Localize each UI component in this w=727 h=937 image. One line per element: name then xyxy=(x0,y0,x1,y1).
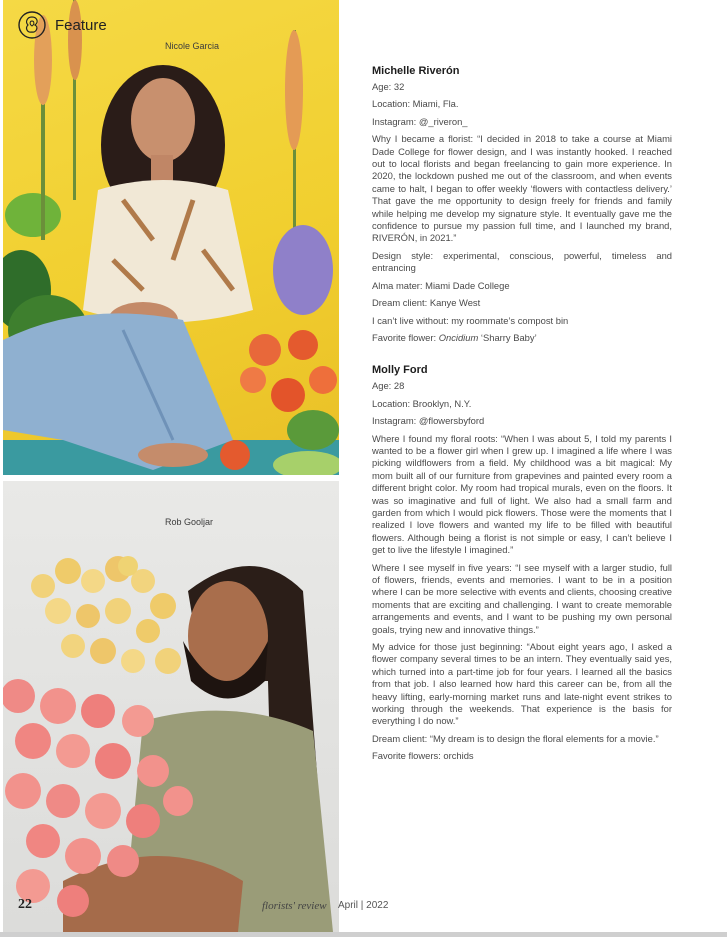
profile-dream-client: Dream client: “My dream is to design the floral elements for a movie.” xyxy=(372,732,659,744)
profile-spacer xyxy=(372,349,672,363)
favorite-flower-genus: Oncidium xyxy=(438,331,479,343)
bottom-divider xyxy=(0,932,727,937)
portrait-photo-michelle xyxy=(3,0,339,475)
profile-favorite-flower xyxy=(372,332,672,344)
portrait-illustration-2 xyxy=(3,481,339,932)
favorite-flower-suffix: ‘Sharry Baby’ xyxy=(478,331,537,343)
profile-design-style: Design style: experimental, conscious, powerful, timeless and entrancing xyxy=(372,249,672,274)
profile-cant-live: I can’t live without: my roommate’s compost bin xyxy=(372,314,569,326)
section-label: Feature xyxy=(55,16,107,34)
profiles-column xyxy=(372,64,672,768)
profile-molly xyxy=(372,363,672,762)
profile-location: Location: Brooklyn, N.Y. xyxy=(372,397,472,409)
portrait-photo-molly xyxy=(3,481,339,932)
profile-dream-client: Dream client: Kanye West xyxy=(372,297,481,309)
profile-advice: My advice for those just beginning: “About eight years ago, I asked a flower company several times to be an intern. They eventually said yes, which turned into a part-time job for four years. I learned all the basics from that job. I also learned how hard this career can be, from all the heavy lifting, early-morning market runs and late-night event strikes to working through the weekends. That experience is the basis for everything I do now.” xyxy=(372,641,672,727)
profile-location: Location: Miami, Fla. xyxy=(372,98,459,110)
profile-michelle xyxy=(372,64,672,344)
photo-credit-2: Rob Gooljar xyxy=(165,517,214,527)
profile-alma-mater: Alma mater: Miami Dade College xyxy=(372,279,510,291)
profile-name: Michelle Riverón xyxy=(372,65,460,77)
profile-instagram: Instagram: @_riveron_ xyxy=(372,115,468,127)
section-header xyxy=(17,10,107,40)
profile-instagram: Instagram: @flowersbyford xyxy=(372,415,485,427)
page-number: 22 xyxy=(18,897,32,912)
page-footer xyxy=(0,895,727,919)
profile-why-florist: Why I became a florist: “I decided in 2018 to take a course at Miami Dade College for flower design, and I was instantly hooked. I reached out to local florists and began freelancing to gain more experience. In 2020, the lockdown pushed me out of the classroom, and when events came to halt, I began to offer weekly ‘flowers with contactless delivery.’ That gave the me opportunity to design freely for friends and family while helping me develop my signature style. It eventually gave me the confidence to pursue my passion full time, and I launched my brand, RIVERÓN, in 2021.” xyxy=(372,133,672,244)
profile-age: Age: 32 xyxy=(372,81,405,92)
magazine-name: florists' review xyxy=(262,900,327,912)
profile-name: Molly Ford xyxy=(372,364,428,377)
favorite-flower-prefix: Favorite flower: xyxy=(372,331,439,343)
issue-date: April | 2022 xyxy=(338,900,389,911)
portrait-illustration xyxy=(3,0,339,475)
profile-age: Age: 28 xyxy=(372,380,405,392)
profile-floral-roots: Where I found my floral roots: “When I was about 5, I told my parents I wanted to be a flower girl when I grew up. I imagined a life where I was picking wildflowers from a field. My childhood was a bit magical: My mom built all of our furniture from grapevines and painted every room a different bright color. My room had tropical murals, even on the floors. It was so imaginative and full of light. We also had a small farm and garden from which I would pick flowers. Those were the moments that I realized I love flowers and wanted my life to be filled with beautiful flowers. Although being a florist is not simple or easy, I can’t believe I get to live the lifestyle I imagined.” xyxy=(372,432,672,556)
photo-credit-1: Nicole Garcia xyxy=(165,41,220,51)
profile-favorite-flowers: Favorite flowers: orchids xyxy=(372,750,474,762)
rose-icon xyxy=(17,10,47,40)
profile-five-years: Where I see myself in five years: “I see myself with a larger studio, full of flowers, friends, events and memories. I want to be in a position where I can be more selective with events and clients, choosing creative moments that are exciting and challenging. I want to create memorable arrangements and events, and I want to be pushing my own personal goals, trying new and innovative things.” xyxy=(372,561,672,635)
